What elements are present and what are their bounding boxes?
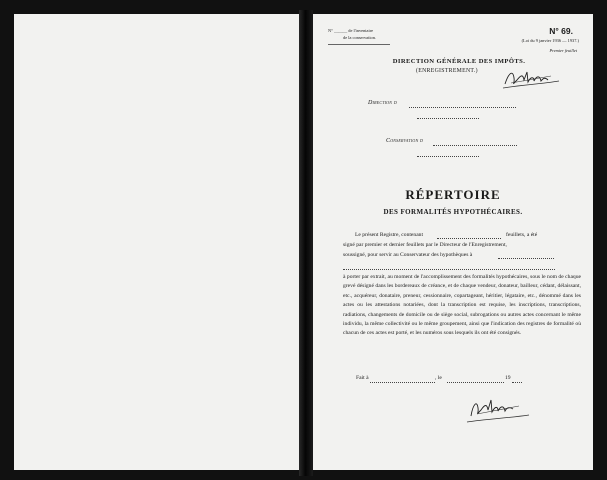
register-purpose-text: à porter par extrait, au moment de l'accomplissement des formalités hypothécaires, sous le nom de chaque grevé désigné dans les bordereaux de créance, et de chaque vendeur, donateur, bailleur, cédant, délaissant, etc., acquéreur, donataire, preneur, cessionnaire, copartageant, héritier, légataire, etc., dénommé dans les actes ou les attestations notariées, dont la transcription est requise, les inscriptions, transcriptions, radiations, changements de domicile ou de siège social, subrogations ou autres actes concernant le même individu, la même collectivité ou le même groupement, ainsi que l'indication des registres de formalité où chacun de ces actes est porté, et les numéros sous lesquels ils ont été consignés. (343, 274, 581, 337)
left-blank-page (14, 14, 299, 470)
first-sheet-label: Premier feuillet (549, 48, 577, 53)
director-signature-top (501, 66, 561, 92)
para1-line3: soussigné, pour servir au Conservateur des hypothèques à (343, 252, 473, 258)
inventory-number-line: N° ______ de l'inventaire (328, 28, 374, 33)
para1-end: feuillets, a été (506, 232, 538, 238)
para1-start: Le présent Registre, contenant (355, 232, 424, 238)
para1-line2: signé par premier et dernier feuillets par le Directeur de l'Enregistrement, (343, 242, 507, 248)
direction-field-continuation (417, 118, 479, 119)
conservateur-field-continuation (343, 269, 555, 270)
agency-subtitle: (ENREGISTREMENT.) (416, 68, 478, 74)
year-field (512, 382, 522, 383)
year-prefix: 19 (505, 375, 511, 381)
conservation-label: Conservation d (386, 138, 424, 144)
register-title: RÉPERTOIRE (405, 187, 501, 202)
conservation-line: de la conservation. (343, 35, 377, 40)
conservation-field (433, 145, 517, 146)
register-purpose-paragraph (343, 273, 581, 339)
date-field (447, 382, 504, 383)
place-field (370, 382, 435, 383)
conservation-field-continuation (417, 156, 479, 157)
form-number: N° 69. (549, 26, 573, 36)
corner-rule (328, 44, 390, 45)
date-label: , le (435, 375, 442, 381)
form-legal-reference: (Loi du 9 janvier 1936 — 1937.) (521, 38, 579, 43)
register-title-page (313, 14, 593, 470)
fait-a-label: Fait à (356, 375, 369, 381)
register-subtitle: DES FORMALITÉS HYPOTHÉCAIRES. (383, 208, 523, 216)
direction-label: Direction d (368, 100, 397, 106)
book-spine-gutter (299, 10, 313, 476)
conservateur-location-field (498, 258, 554, 259)
direction-field (409, 107, 516, 108)
director-signature-bottom (463, 392, 533, 426)
sheet-count-field (437, 238, 501, 239)
agency-title: DIRECTION GÉNÉRALE DES IMPÔTS. (392, 58, 526, 65)
